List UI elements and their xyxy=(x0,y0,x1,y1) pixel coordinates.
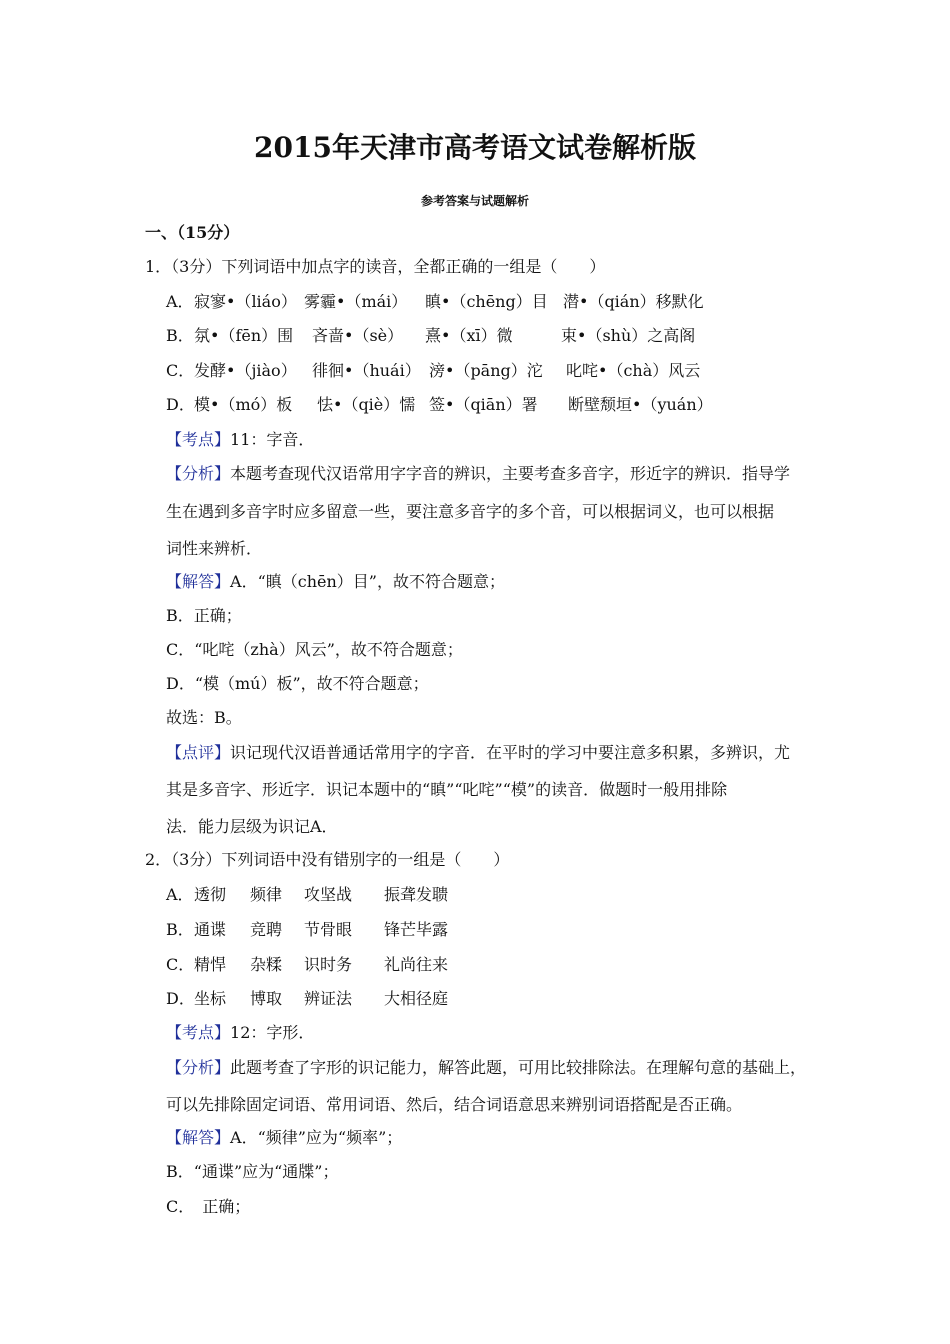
q1-kaodian xyxy=(166,428,314,452)
option-item: 吝啬•（sè） xyxy=(312,326,404,345)
option-item: 氛•（fēn）围 xyxy=(194,326,294,345)
option-item: 怯•（qiè）懦 xyxy=(317,395,416,414)
option-item: 节骨眼 xyxy=(304,920,353,939)
option-item: 杂糅 xyxy=(250,955,283,974)
dianping-tag: 【点评】 xyxy=(166,743,231,762)
fenxi-text: 本题考查现代汉语常用字字音的辨识，主要考查多音字，形近字的辨识．指导学 xyxy=(230,464,791,483)
kaodian-text: 11：字音． xyxy=(230,430,315,449)
kaodian-tag: 【考点】 xyxy=(166,430,231,449)
jieda-text: A．“瞋（chēn）目”，故不符合题意； xyxy=(230,572,505,591)
q1-jieda-line3: C．“叱咤（zhà）风云”，故不符合题意； xyxy=(166,640,463,659)
jieda-tag: 【解答】 xyxy=(166,1128,231,1147)
fenxi-tag: 【分析】 xyxy=(166,464,231,483)
q2-fenxi-line2: 可以先排除固定词语、常用词语、然后，结合词语意思来辨别词语搭配是否正确。 xyxy=(166,1095,743,1114)
q1-fenxi-line2: 生在遇到多音字时应多留意一些，要注意多音字的多个音，可以根据词义，也可以根据 xyxy=(166,502,775,521)
q2-option-d xyxy=(166,987,448,1011)
jieda-text: A．“频律”应为“频率”； xyxy=(230,1128,403,1147)
q2-option-b xyxy=(166,918,448,942)
option-label: D． xyxy=(166,395,195,414)
option-label: C． xyxy=(166,361,195,380)
option-item: 束•（shù）之高阁 xyxy=(561,326,696,345)
option-item: 频律 xyxy=(250,885,283,904)
option-item: 滂•（pāng）沱 xyxy=(429,361,543,380)
option-item: 坐标 xyxy=(194,989,227,1008)
q1-jieda-line4: D．“模（mú）板”，故不符合题意； xyxy=(166,674,429,693)
option-label: C． xyxy=(166,955,195,974)
option-item: 识时务 xyxy=(304,955,353,974)
q1-dianping-line2: 其是多音字、形近字．识记本题中的“瞋”“叱咤”“模”的读音．做题时一般用排除 xyxy=(166,780,728,799)
option-item: 断壁颓垣•（yuán） xyxy=(568,395,713,414)
option-item: 透彻 xyxy=(194,885,227,904)
q1-stem: 1．（3分）下列词语中加点字的读音，全都正确的一组是（ ） xyxy=(145,257,606,276)
option-item: 叱咤•（chà）风云 xyxy=(566,361,701,380)
option-item: 锋芒毕露 xyxy=(384,920,449,939)
option-item: 模•（mó）板 xyxy=(194,395,293,414)
option-item: 签•（qiān）署 xyxy=(429,395,538,414)
q2-jieda-line3: C． 正确； xyxy=(166,1197,251,1216)
option-item: 礼尚往来 xyxy=(384,955,449,974)
kaodian-tag: 【考点】 xyxy=(166,1023,231,1042)
q2-jieda-line2: B．“通谍”应为“通牒”； xyxy=(166,1162,339,1181)
jieda-tag: 【解答】 xyxy=(166,572,231,591)
q1-option-b xyxy=(166,324,695,348)
option-item: 精悍 xyxy=(194,955,227,974)
q1-fenxi xyxy=(166,462,790,486)
option-item: 辨证法 xyxy=(304,989,353,1008)
fenxi-text: 此题考查了字形的识记能力，解答此题，可用比较排除法。在理解句意的基础上， xyxy=(230,1058,807,1077)
option-item: 博取 xyxy=(250,989,283,1008)
q2-kaodian xyxy=(166,1021,314,1045)
option-item: 雾霾•（mái） xyxy=(304,292,408,311)
q1-fenxi-line3: 词性来辨析． xyxy=(166,539,263,558)
option-item: 攻坚战 xyxy=(304,885,353,904)
option-label: A． xyxy=(166,292,194,311)
option-item: 振聋发聩 xyxy=(384,885,449,904)
q1-dianping-line3: 法．能力层级为识记A． xyxy=(166,817,338,836)
q2-stem: 2．（3分）下列词语中没有错别字的一组是（ ） xyxy=(145,850,510,869)
option-item: 潜•（qián）移默化 xyxy=(563,292,704,311)
option-item: 寂寥•（liáo） xyxy=(194,292,297,311)
q1-option-a xyxy=(166,290,704,314)
option-item: 熹•（xī）微 xyxy=(425,326,513,345)
option-item: 徘徊•（huái） xyxy=(312,361,421,380)
option-label: B． xyxy=(166,326,194,345)
q1-dianping xyxy=(166,741,790,765)
option-label: A． xyxy=(166,885,194,904)
section-heading: 一、（15分） xyxy=(145,223,240,242)
q2-option-a xyxy=(166,883,448,907)
page-title: 2015年天津市高考语文试卷解析版 xyxy=(254,131,696,164)
option-item: 瞋•（chēng）目 xyxy=(425,292,548,311)
q1-option-c xyxy=(166,359,700,383)
option-item: 通谍 xyxy=(194,920,227,939)
q2-fenxi xyxy=(166,1056,806,1080)
q1-option-d xyxy=(166,393,713,417)
dianping-text: 识记现代汉语普通话常用字的字音．在平时的学习中要注意多积累，多辨识，尤 xyxy=(230,743,791,762)
q2-jieda xyxy=(166,1126,402,1150)
kaodian-text: 12：字形． xyxy=(230,1023,315,1042)
option-item: 大相径庭 xyxy=(384,989,449,1008)
page-subtitle: 参考答案与试题解析 xyxy=(420,194,529,208)
option-label: D． xyxy=(166,989,195,1008)
q1-jieda xyxy=(166,570,505,594)
q2-option-c xyxy=(166,953,448,977)
q1-jieda-line2: B．正确； xyxy=(166,606,242,625)
option-item: 发酵•（jiào） xyxy=(194,361,297,380)
q1-answer: 故选：B。 xyxy=(166,708,242,727)
option-label: B． xyxy=(166,920,194,939)
fenxi-tag: 【分析】 xyxy=(166,1058,231,1077)
option-item: 竞聘 xyxy=(250,920,283,939)
